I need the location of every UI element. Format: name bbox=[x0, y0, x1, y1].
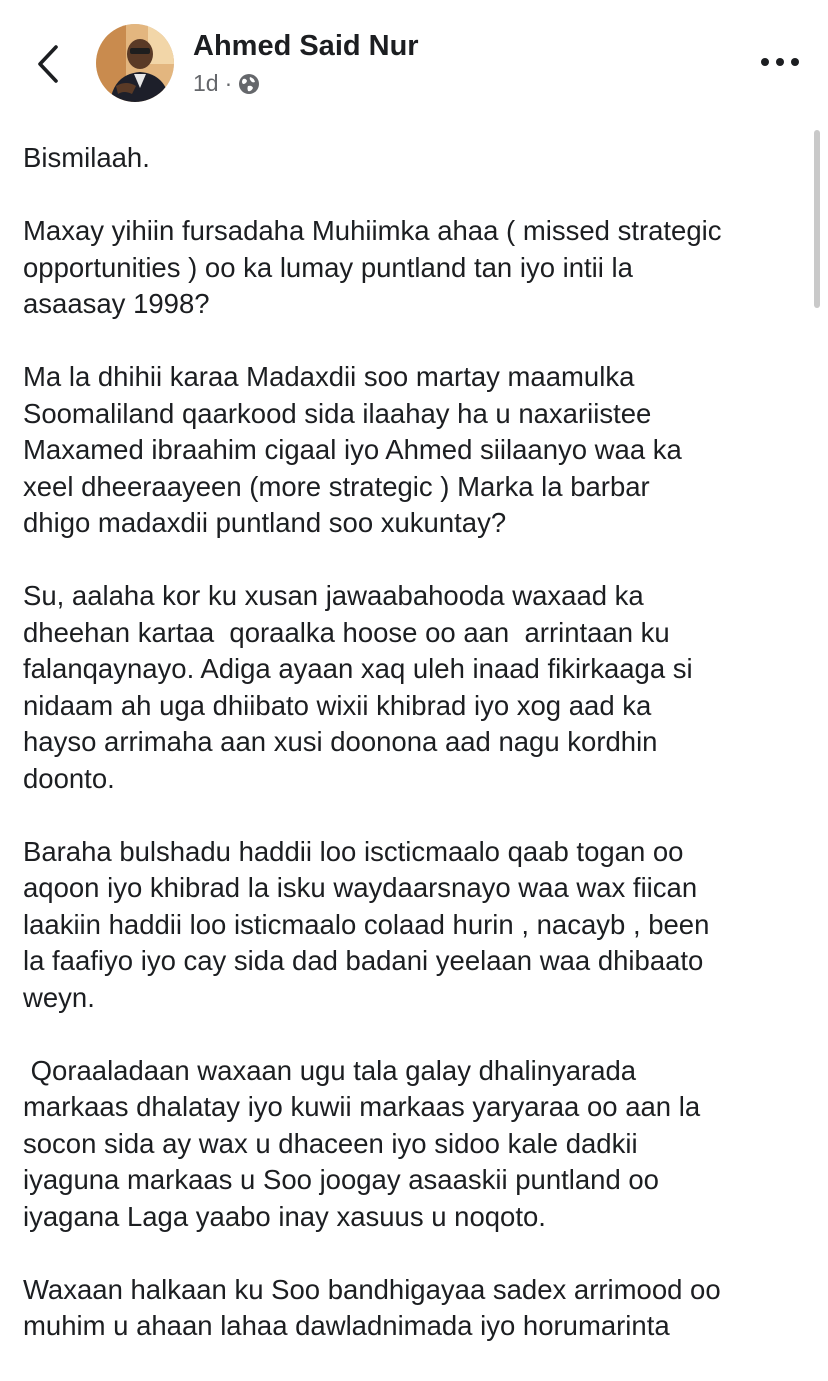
post-paragraph: Maxay yihiin fursadaha Muhiimka ahaa ( missed strategic opportunities ) oo ka lumay puntland tan iyo intii la asaasay 1998? bbox=[23, 215, 722, 319]
more-horizontal-icon bbox=[760, 57, 800, 67]
post-paragraph: Waxaan halkaan ku Soo bandhigayaa sadex arrimood oo muhim u ahaan lahaa dawladnimada iyo horumarinta bbox=[23, 1273, 721, 1341]
post-paragraph: Qoraaladaan waxaan ugu tala galay dhalinyarada markaas dhalatay iyo kuwii markaas yaryaraa oo aan la socon sida ay wax u dhaceen iyo sidoo kale dadkii iyaguna markaas u Soo joogay asaaskii puntland oo iyagana Laga yaabo inay xasuus u noqoto. bbox=[23, 1054, 701, 1232]
post-timestamp[interactable]: 1d bbox=[193, 70, 219, 96]
post-paragraph: Baraha bulshadu haddii loo iscticmaalo qaab togan oo aqoon iyo khibrad la isku waydaarsnayo waa wax fiican laakiin haddii loo isticmaalo colaad hurin , nacayb , been la faafiyo iyo cay sida dad badani yeelaan waa dhibaato weyn. bbox=[23, 835, 710, 1013]
author-name[interactable]: Ahmed Said Nur bbox=[193, 30, 419, 62]
globe-icon bbox=[238, 73, 260, 95]
profile-photo bbox=[96, 24, 174, 102]
post-body bbox=[23, 140, 813, 1381]
post-paragraph: Ma la dhihii karaa Madaxdii soo martay maamulka Soomaliland qaarkood sida ilaahay ha u naxariistee Maxamed ibraahim cigaal iyo Ahmed siilaanyo waa ka xeel dheeraayeen (more strategic ) Marka la barbar dhigo madaxdii puntland soo xukuntay? bbox=[23, 361, 682, 538]
more-options-button[interactable] bbox=[752, 42, 808, 82]
scrollbar[interactable] bbox=[814, 130, 820, 308]
chevron-left-icon bbox=[36, 44, 60, 84]
post-paragraph: Su, aalaha kor ku xusan jawaabahooda waxaad ka dheehan kartaa qoraalka hoose oo aan arrintaan ku falanqaynayo. Adiga ayaan xaq uleh inaad fikirkaaga si nidaam ah uga dhiibato wixii khibrad iyo xog aad ka hayso arrimaha aan xusi doonona aad nagu kordhin doonto. bbox=[23, 580, 693, 794]
post-paragraph: Bismilaah. bbox=[23, 142, 150, 173]
back-button[interactable] bbox=[30, 38, 66, 90]
post-header bbox=[0, 0, 828, 120]
post-meta bbox=[193, 70, 260, 97]
avatar[interactable] bbox=[96, 24, 174, 102]
meta-separator: · bbox=[224, 70, 233, 96]
